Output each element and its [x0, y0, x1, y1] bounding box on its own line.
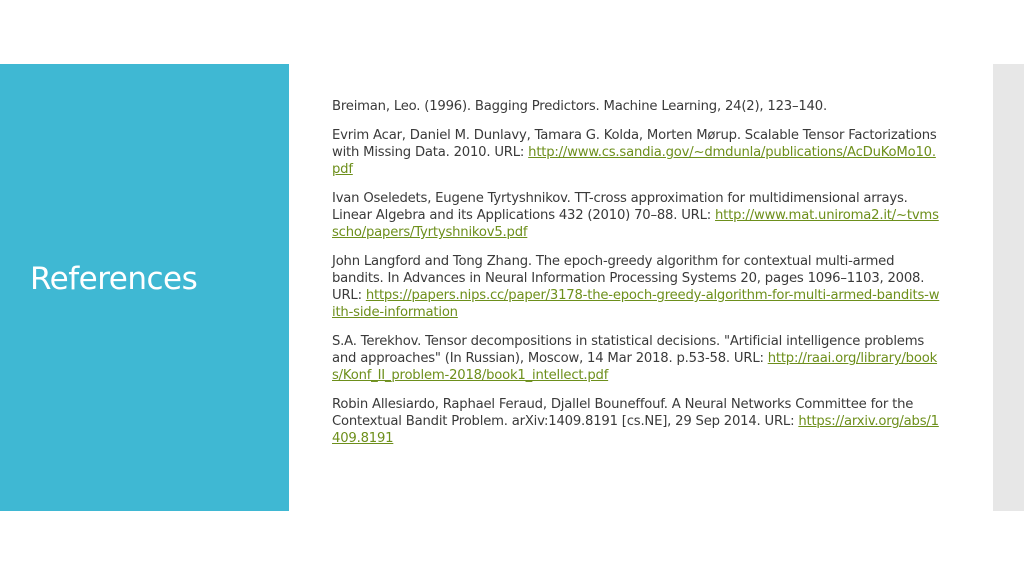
reference-link[interactable]: http://www.mat.uniroma2.it/~tvmsscho/papers/Tyrtyshnikov5.pdf: [332, 208, 939, 240]
reference-item-1: [332, 98, 940, 115]
reference-text: John Langford and Tong Zhang. The epoch-greedy algorithm for contextual multi-armed bandits. In Advances in Neural Information Processing Systems 20, pages 1096–1103, 2008. URL:: [332, 254, 925, 303]
reference-item-2: [332, 127, 940, 178]
reference-item-3: [332, 190, 940, 241]
slide-title: References: [30, 261, 198, 297]
reference-link[interactable]: http://www.cs.sandia.gov/~dmdunla/publications/AcDuKoMo10.pdf: [332, 145, 936, 177]
reference-text: Breiman, Leo. (1996). Bagging Predictors. Machine Learning, 24(2), 123–140.: [332, 99, 827, 114]
side-strip: [993, 64, 1024, 511]
reference-item-6: [332, 396, 940, 447]
reference-item-4: [332, 253, 940, 321]
reference-text: Ivan Oseledets, Eugene Tyrtyshnikov. TT-cross approximation for multidimensional arrays. Linear Algebra and its Applications 432 (2010) 70–88. URL:: [332, 191, 908, 223]
reference-item-5: [332, 333, 940, 384]
reference-link[interactable]: https://arxiv.org/abs/1409.8191: [332, 414, 939, 446]
reference-link[interactable]: http://raai.org/library/books/Konf_II_problem-2018/book1_intellect.pdf: [332, 351, 938, 383]
reference-list: [332, 98, 940, 459]
reference-text: Evrim Acar, Daniel M. Dunlavy, Tamara G. Kolda, Morten Mørup. Scalable Tensor Factorizations with Missing Data. 2010. URL:: [332, 128, 937, 160]
reference-text: Robin Allesiardo, Raphael Feraud, Djallel Bouneffouf. A Neural Networks Committee for the Contextual Bandit Problem. arXiv:1409.8191 [cs.NE], 29 Sep 2014. URL:: [332, 397, 914, 429]
reference-link[interactable]: https://papers.nips.cc/paper/3178-the-epoch-greedy-algorithm-for-multi-armed-bandits-with-side-information: [332, 288, 940, 320]
reference-text: S.A. Terekhov. Tensor decompositions in statistical decisions. "Artificial intelligence problems and approaches" (In Russian), Moscow, 14 Mar 2018. p.53-58. URL:: [332, 334, 925, 366]
